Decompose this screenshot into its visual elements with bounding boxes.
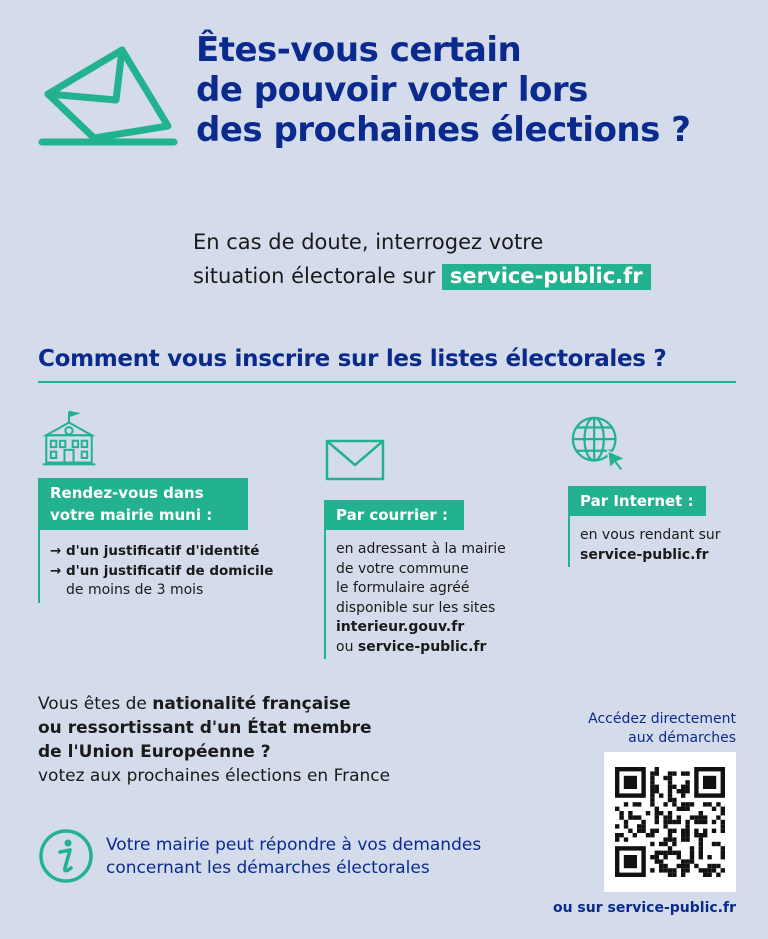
- body-line: en adressant à la mairie: [336, 541, 506, 557]
- courrier-label: Par courrier :: [324, 500, 464, 530]
- nationality-text: Vous êtes de nationalité française ou ressortissant d'un État membre de l'Union Européenne ? votez aux prochaines élections en France: [38, 694, 391, 786]
- intro-line: En cas de doute, interrogez votre: [193, 230, 544, 254]
- section-divider: [38, 381, 736, 383]
- column-mairie: [38, 408, 288, 603]
- page-title: [196, 30, 756, 150]
- intro-line: [193, 259, 753, 293]
- intro-text: [193, 225, 753, 293]
- mail-icon: [324, 430, 386, 490]
- globe-cursor-icon: [568, 414, 630, 474]
- column-internet: [568, 414, 748, 567]
- intro-line-text: situation électorale sur: [193, 264, 436, 288]
- qr-footer-link[interactable]: ou sur service-public.fr: [552, 900, 736, 916]
- label-line: Rendez-vous dans: [50, 484, 204, 502]
- internet-body: [568, 516, 748, 567]
- qr-code-icon: [604, 752, 736, 892]
- or-text: ou: [336, 638, 354, 655]
- section-title: Comment vous inscrire sur les listes électorales ?: [38, 346, 667, 372]
- body-line: disponible sur les sites: [336, 599, 496, 616]
- info-text: Votre mairie peut répondre à vos demandes concernant les démarches électorales: [106, 835, 482, 878]
- column-courrier: [324, 430, 544, 659]
- internet-label: Par Internet :: [568, 486, 706, 516]
- list-item: → d'un justificatif de domicile: [50, 562, 274, 579]
- interieur-link[interactable]: interieur.gouv.fr: [336, 619, 465, 635]
- title-line: Êtes-vous certain: [196, 30, 522, 70]
- body-line: en vous rendant sur: [580, 527, 721, 543]
- label-line: votre mairie muni :: [50, 506, 213, 524]
- mairie-note: de moins de 3 mois: [66, 582, 204, 598]
- envelope-icon: [38, 38, 178, 150]
- mairie-body: [38, 530, 288, 603]
- body-line: de votre commune: [336, 560, 469, 577]
- courrier-body: [324, 530, 544, 659]
- qr-caption: Accédez directement aux démarches: [588, 711, 736, 746]
- title-line: des prochaines élections ?: [196, 110, 691, 150]
- body-line: le formulaire agréé: [336, 580, 470, 596]
- service-public-link[interactable]: service-public.fr: [580, 546, 709, 563]
- list-item: → d'un justificatif d'identité: [50, 543, 260, 559]
- title-line: de pouvoir voter lors: [196, 70, 588, 110]
- qr-code[interactable]: [604, 752, 736, 892]
- town-hall-icon: [38, 408, 100, 468]
- mairie-label: [38, 478, 248, 530]
- service-public-link[interactable]: service-public.fr: [357, 638, 487, 655]
- info-icon: [38, 828, 94, 884]
- service-public-link[interactable]: service-public.fr: [442, 264, 651, 290]
